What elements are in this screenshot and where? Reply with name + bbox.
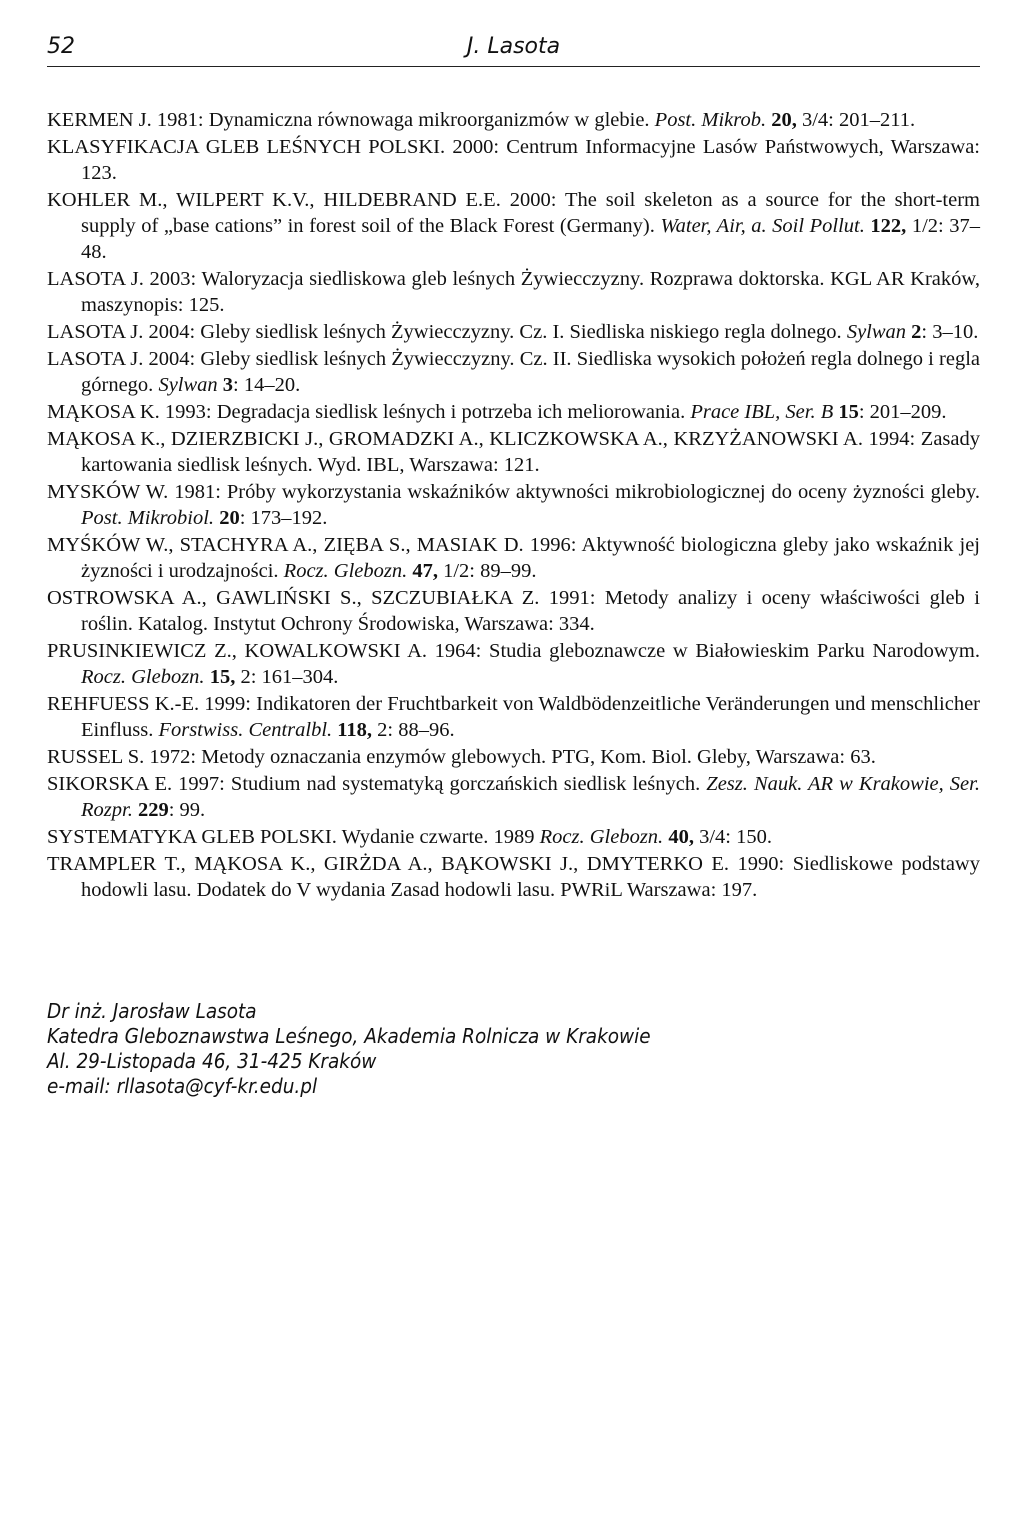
ref-text: TRAMPLER T., MĄKOSA K., GIRŻDA A., BĄKOWSKI J., DMYTERKO E. 1990: Siedliskowe podstawy hodowli lasu. Dodatek do V wydania Zasad hodowli lasu. PWRiL Warszawa: 197. [47, 853, 980, 901]
ref-journal: Forstwiss. Centralbl. [158, 719, 333, 741]
ref-volume: 15, [209, 666, 236, 688]
ref-text: LASOTA J. 2004: Gleby siedlisk leśnych Żywiecczyzny. Cz. I. Siedliska niskiego regla dolnego. [47, 321, 847, 343]
ref-journal: Rocz. Glebozn. [81, 666, 205, 688]
reference-item [47, 187, 980, 265]
ref-text: KOHLER M., WILPERT K.V., HILDEBRAND E.E. 2000: The soil skeleton as a source for the short-term supply of „base cations” in forest soil of the Black Forest (Germany). [47, 189, 980, 237]
ref-volume: 20 [219, 507, 240, 529]
author-department: Katedra Gleboznawstwa Leśnego, Akademia Rolnicza w Krakowie [47, 1024, 651, 1048]
ref-text: KERMEN J. 1981: Dynamiczna równowaga mikroorganizmów w glebie. [47, 109, 655, 131]
author-affiliation [47, 999, 980, 1099]
document-page [47, 30, 980, 1510]
running-author: J. Lasota [466, 34, 561, 59]
ref-text: SIKORSKA E. 1997: Studium nad systematyką gorczańskich siedlisk leśnych. [47, 773, 707, 795]
author-address: Al. 29-Listopada 46, 31-425 Kraków [47, 1049, 377, 1073]
reference-item [47, 346, 980, 398]
ref-journal: Prace IBL, Ser. B [690, 401, 834, 423]
ref-pages: 3/4: 150. [693, 826, 772, 848]
ref-pages: : 201–209. [858, 401, 947, 423]
page-number: 52 [47, 34, 75, 59]
ref-text: REHFUESS K.-E. 1999: Indikatoren der Fruchtbarkeit von Waldbödenzeitliche Veränderungen und menschlicher Einfluss. [47, 693, 980, 741]
reference-item [47, 771, 980, 823]
reference-item [47, 824, 980, 850]
ref-pages: 2: 161–304. [235, 666, 339, 688]
ref-pages: : 173–192. [239, 507, 328, 529]
ref-text: LASOTA J. 2003: Waloryzacja siedliskowa gleb leśnych Żywiecczyzny. Rozprawa doktorska. KGL AR Kraków, maszynopis: 125. [47, 268, 980, 316]
ref-journal: Rocz. Glebozn. [283, 560, 408, 582]
ref-volume: 2 [911, 321, 922, 343]
reference-item [47, 585, 980, 637]
reference-item [47, 426, 980, 478]
ref-text: MĄKOSA K., DZIERZBICKI J., GROMADZKI A., KLICZKOWSKA A., KRZYŻANOWSKI A. 1994: Zasady kartowania siedlisk leśnych. Wyd. IBL, Warszawa: 121. [47, 428, 980, 476]
ref-pages: 2: 88–96. [372, 719, 455, 741]
ref-journal: Post. Mikrobiol. [81, 507, 215, 529]
reference-item [47, 134, 980, 186]
reference-list [47, 107, 980, 903]
ref-journal: Sylwan [158, 374, 218, 396]
ref-volume: 15 [838, 401, 859, 423]
ref-text: RUSSEL S. 1972: Metody oznaczania enzymów glebowych. PTG, Kom. Biol. Gleby, Warszawa: 63. [47, 746, 876, 768]
reference-item [47, 266, 980, 318]
ref-pages: 1/2: 37–48. [81, 215, 981, 263]
reference-item [47, 479, 980, 531]
reference-item [47, 744, 980, 770]
ref-text: SYSTEMATYKA GLEB POLSKI. Wydanie czwarte. 1989 [47, 826, 540, 848]
author-email: e-mail: rllasota@cyf-kr.edu.pl [47, 1074, 318, 1098]
ref-journal: Post. Mikrob. [654, 109, 767, 131]
ref-pages: : 99. [168, 799, 206, 821]
ref-text: MĄKOSA K. 1993: Degradacja siedlisk leśnych i potrzeba ich meliorowania. [47, 401, 691, 423]
ref-volume: 47, [412, 560, 438, 582]
reference-item [47, 532, 980, 584]
ref-volume: 20, [771, 109, 797, 131]
ref-volume: 118, [337, 719, 373, 741]
ref-journal: Water, Air, a. Soil Pollut. [660, 215, 865, 237]
ref-journal: Rocz. Glebozn. [539, 826, 664, 848]
ref-text: LASOTA J. 2004: Gleby siedlisk leśnych Żywiecczyzny. Cz. II. Siedliska wysokich położeń regla dolnego i regla górnego. [47, 348, 980, 396]
reference-item [47, 851, 980, 903]
ref-text: MYŚKÓW W., STACHYRA A., ZIĘBA S., MASIAK D. 1996: Aktywność biologiczna gleby jako wskaźnik jej żyzności i urodzajności. [47, 534, 980, 582]
ref-text: PRUSINKIEWICZ Z., KOWALKOWSKI A. 1964: Studia gleboznawcze w Białowieskim Parku Narodowym. [47, 640, 980, 662]
reference-item [47, 319, 980, 345]
ref-journal: Sylwan [846, 321, 907, 343]
author-name: Dr inż. Jarosław Lasota [47, 999, 257, 1023]
ref-journal: Zesz. Nauk. AR w Krakowie, Ser. Rozpr. [81, 773, 980, 821]
ref-pages: 3/4: 201–211. [796, 109, 916, 131]
ref-volume: 40, [668, 826, 694, 848]
running-header [47, 30, 980, 67]
reference-item [47, 107, 980, 133]
ref-pages: : 3–10. [921, 321, 979, 343]
ref-volume: 229 [137, 799, 169, 821]
ref-pages: 1/2: 89–99. [437, 560, 537, 582]
reference-item [47, 691, 980, 743]
reference-item [47, 638, 980, 690]
ref-volume: 3 [222, 374, 234, 396]
ref-volume: 122, [870, 215, 907, 237]
ref-pages: : 14–20. [233, 374, 301, 396]
ref-text: OSTROWSKA A., GAWLIŃSKI S., SZCZUBIAŁKA Z. 1991: Metody analizy i oceny właściwości gleb i roślin. Katalog. Instytut Ochrony Środowiska, Warszawa: 334. [47, 587, 980, 635]
ref-text: KLASYFIKACJA GLEB LEŚNYCH POLSKI. 2000: Centrum Informacyjne Lasów Państwowych, Warszawa: 123. [47, 136, 980, 184]
ref-text: MYSKÓW W. 1981: Próby wykorzystania wskaźników aktywności mikrobiologicznej do oceny żyzności gleby. [47, 481, 980, 503]
reference-item [47, 399, 980, 425]
